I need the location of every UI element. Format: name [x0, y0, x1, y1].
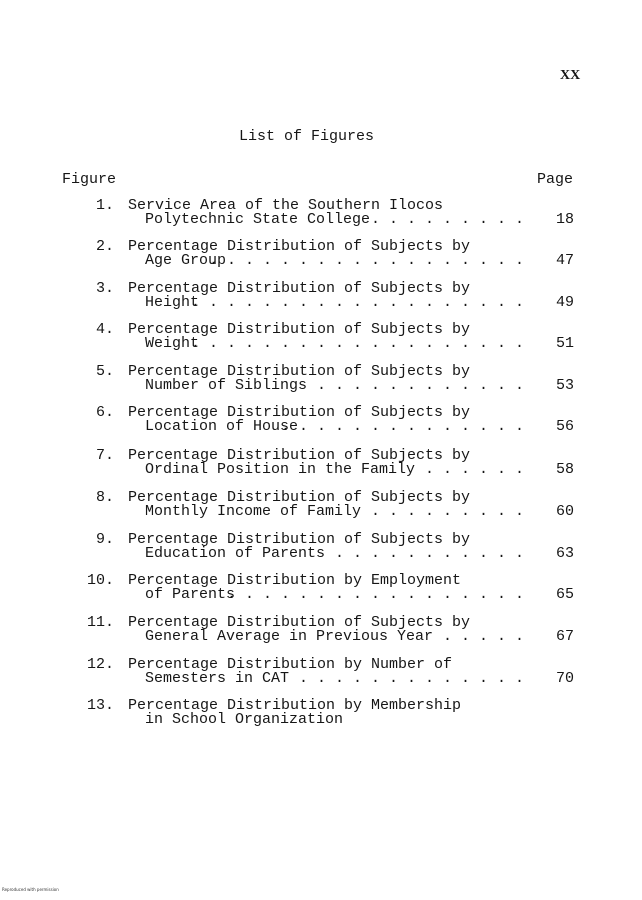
- figure-title-line-1: Percentage Distribution of Subjects by: [128, 363, 471, 380]
- figure-title-line-2: Semesters in CAT: [145, 670, 290, 687]
- figure-number: 7.: [95, 447, 114, 464]
- figure-number: 12.: [86, 656, 114, 673]
- figure-number: 1.: [95, 197, 114, 214]
- figure-title-line-2: in School Organization: [145, 711, 344, 728]
- roman-page-number: XX: [560, 68, 581, 83]
- figure-title-line-2: Education of Parents: [145, 545, 326, 562]
- leader-dots: . . . . . .: [424, 461, 524, 478]
- figure-title-line-1: Percentage Distribution of Subjects by: [128, 321, 471, 338]
- figure-page-number: 60: [555, 503, 574, 520]
- figure-title-line-1: Percentage Distribution of Subjects by: [128, 447, 471, 464]
- leader-dots: . . . . . . . . .: [370, 211, 524, 228]
- figure-title-line-2: Polytechnic State College: [145, 211, 371, 228]
- leader-dots: . . . . . . . . . . . . . . . . . . .: [190, 335, 524, 352]
- figure-page-number: 47: [555, 252, 574, 269]
- figure-title-line-2: Age Group: [145, 252, 227, 269]
- figure-number: 4.: [95, 321, 114, 338]
- figure-title-line-1: Percentage Distribution of Subjects by: [128, 614, 471, 631]
- scan-footer-mark: Reproduced with permission: [2, 887, 59, 892]
- figure-number: 6.: [95, 404, 114, 421]
- figure-title-line-1: Percentage Distribution of Subjects by: [128, 238, 471, 255]
- figure-number: 3.: [95, 280, 114, 297]
- leader-dots: . . . . . . . . . . . . . .: [280, 418, 524, 435]
- figure-page-number: 49: [555, 294, 574, 311]
- figure-page-number: 51: [555, 335, 574, 352]
- figure-title-line-2: Weight: [145, 335, 200, 352]
- figure-number: 11.: [86, 614, 114, 631]
- figure-number: 8.: [95, 489, 114, 506]
- figure-title-line-2: Location of House: [145, 418, 299, 435]
- figure-title-line-1: Percentage Distribution by Employment: [128, 572, 462, 589]
- figure-number: 10.: [86, 572, 114, 589]
- figure-title-line-2: Height: [145, 294, 200, 311]
- figure-title-line-1: Percentage Distribution of Subjects by: [128, 531, 471, 548]
- figure-title-line-2: Ordinal Position in the Family: [145, 461, 416, 478]
- figure-title-line-1: Percentage Distribution by Number of: [128, 656, 453, 673]
- figure-page-number: 63: [555, 545, 574, 562]
- figure-column-header: Figure: [62, 171, 117, 188]
- figure-number: 13.: [86, 697, 114, 714]
- leader-dots: . . . . . . . . . . . . . . . . . .: [208, 252, 524, 269]
- leader-dots: . . . . . . . . . . .: [334, 545, 524, 562]
- leader-dots: . . . . . . . . . . . .: [316, 377, 524, 394]
- leader-dots: . . . . . . . . . . . . . . . . . . .: [190, 294, 524, 311]
- figure-title-line-1: Percentage Distribution by Membership: [128, 697, 462, 714]
- figure-number: 9.: [95, 531, 114, 548]
- figure-page-number: 67: [555, 628, 574, 645]
- figure-title-line-2: Number of Siblings: [145, 377, 308, 394]
- figure-page-number: 56: [555, 418, 574, 435]
- leader-dots: . . . . . . . . . . . . . . . . .: [226, 586, 524, 603]
- leader-dots: . . . . . . . . . . . . .: [298, 670, 524, 687]
- figure-title-line-2: General Average in Previous Year: [145, 628, 434, 645]
- page-title: List of Figures: [239, 128, 375, 145]
- figure-title-line-1: Percentage Distribution of Subjects by: [128, 489, 471, 506]
- figure-page-number: 58: [555, 461, 574, 478]
- figure-page-number: 70: [555, 670, 574, 687]
- figure-title-line-2: of Parents: [145, 586, 236, 603]
- figure-page-number: 18: [555, 211, 574, 228]
- figure-page-number: 53: [555, 377, 574, 394]
- figure-title-line-1: Percentage Distribution of Subjects by: [128, 404, 471, 421]
- figure-title-line-1: Service Area of the Southern Ilocos: [128, 197, 444, 214]
- figure-title-line-2: Monthly Income of Family: [145, 503, 362, 520]
- figure-title-line-1: Percentage Distribution of Subjects by: [128, 280, 471, 297]
- page-column-header: Page: [537, 171, 574, 188]
- leader-dots: . . . . . . . . .: [370, 503, 524, 520]
- figure-number: 2.: [95, 238, 114, 255]
- figure-number: 5.: [95, 363, 114, 380]
- leader-dots: . . . . .: [442, 628, 524, 645]
- figure-page-number: 65: [555, 586, 574, 603]
